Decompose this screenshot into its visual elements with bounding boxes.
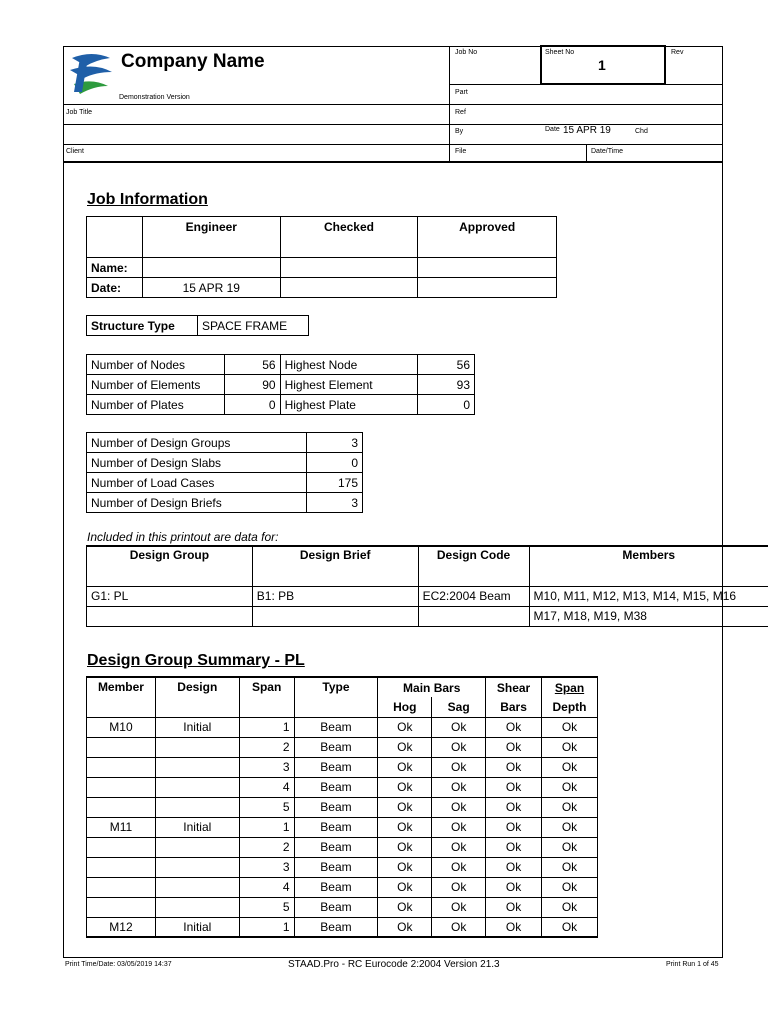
file-label: File <box>455 148 467 155</box>
sag-cell: Ok <box>432 717 486 737</box>
member-cell <box>87 837 156 857</box>
span-cell: 5 <box>239 897 294 917</box>
span-cell: 1 <box>239 917 294 937</box>
shear-bars-cell: Ok <box>486 917 542 937</box>
part-label: Part <box>455 89 468 96</box>
table-row <box>87 473 363 493</box>
shear-bars-cell: Ok <box>486 737 542 757</box>
type-cell: Beam <box>294 897 378 917</box>
span-depth-header <box>542 677 598 697</box>
type-cell: Beam <box>294 817 378 837</box>
hog-cell: Ok <box>378 777 432 797</box>
structure-type-table <box>86 315 309 336</box>
table-row <box>87 857 598 877</box>
design-count-label: Number of Design Briefs <box>87 493 307 513</box>
sag-cell: Ok <box>432 777 486 797</box>
shear-bars-cell: Ok <box>486 857 542 877</box>
company-logo-icon <box>66 50 116 100</box>
hog-cell: Ok <box>378 837 432 857</box>
engineer-date: 15 APR 19 <box>142 278 280 298</box>
span-depth-cell: Ok <box>542 917 598 937</box>
main-bars-header: Main Bars <box>378 677 486 697</box>
shear-header: Shear <box>486 677 542 697</box>
span-cell: 1 <box>239 817 294 837</box>
chd-label: Chd <box>635 128 648 135</box>
count-label: Highest Node <box>280 355 418 375</box>
table-row <box>87 897 598 917</box>
member-header: Member <box>87 677 156 717</box>
span-cell: 2 <box>239 837 294 857</box>
sag-cell: Ok <box>432 897 486 917</box>
design-count-value: 175 <box>307 473 363 493</box>
name-label: Name: <box>87 258 143 278</box>
shear-bars-cell: Ok <box>486 877 542 897</box>
member-cell <box>87 737 156 757</box>
demo-label: Demonstration Version <box>119 94 190 101</box>
design-count-value: 3 <box>307 493 363 513</box>
checked-header: Checked <box>280 217 418 258</box>
span-cell: 3 <box>239 757 294 777</box>
depth-header: Depth <box>542 697 598 717</box>
title-block <box>63 46 723 163</box>
type-cell: Beam <box>294 757 378 777</box>
blank-cell <box>87 217 143 258</box>
type-header: Type <box>294 677 378 717</box>
hog-cell: Ok <box>378 897 432 917</box>
design-count-value: 3 <box>307 433 363 453</box>
count-value: 93 <box>418 375 475 395</box>
hog-cell: Ok <box>378 857 432 877</box>
design-count-label: Number of Design Groups <box>87 433 307 453</box>
approved-name <box>418 258 557 278</box>
type-cell: Beam <box>294 737 378 757</box>
date-label: Date <box>545 126 560 133</box>
sag-cell: Ok <box>432 797 486 817</box>
hog-cell: Ok <box>378 877 432 897</box>
by-label: By <box>455 128 464 135</box>
table-row <box>87 737 598 757</box>
table-row <box>87 395 475 415</box>
model-counts-table <box>86 354 475 415</box>
table-row <box>87 717 598 737</box>
job-info-table <box>86 216 557 298</box>
span-cell: 4 <box>239 777 294 797</box>
sheet-number: 1 <box>598 57 606 73</box>
shear-bars-cell: Ok <box>486 757 542 777</box>
shear-bars-cell: Ok <box>486 897 542 917</box>
sag-cell: Ok <box>432 917 486 937</box>
count-label: Number of Nodes <box>87 355 225 375</box>
sag-cell: Ok <box>432 817 486 837</box>
design-cell <box>155 897 239 917</box>
table-row <box>87 586 768 606</box>
checked-date <box>280 278 418 298</box>
job-information-heading: Job Information <box>87 191 208 208</box>
member-cell: M12 <box>87 917 156 937</box>
table-row <box>87 757 598 777</box>
member-cell <box>87 877 156 897</box>
summary-table <box>86 676 598 938</box>
design-cell: Initial <box>155 817 239 837</box>
design-code-header: Design Code <box>418 546 529 586</box>
sag-cell: Ok <box>432 857 486 877</box>
span-depth-cell: Ok <box>542 797 598 817</box>
sag-cell: Ok <box>432 737 486 757</box>
print-time: Print Time/Date: 03/05/2019 14:37 <box>65 961 172 968</box>
design-cell <box>155 857 239 877</box>
design-counts-table <box>86 432 363 513</box>
member-cell: M11 <box>87 817 156 837</box>
shear-bars-cell: Ok <box>486 837 542 857</box>
span-header: Span <box>239 677 294 717</box>
summary-heading: Design Group Summary - PL <box>87 652 305 669</box>
sheet-no-label: Sheet No <box>545 49 575 56</box>
design-cell <box>155 797 239 817</box>
table-row <box>87 817 598 837</box>
divider <box>586 144 587 163</box>
sag-cell: Ok <box>432 877 486 897</box>
members-cell: M10, M11, M12, M13, M14, M15, M16 <box>529 586 768 606</box>
type-cell: Beam <box>294 797 378 817</box>
member-cell <box>87 757 156 777</box>
members-header: Members <box>529 546 768 586</box>
count-value: 56 <box>224 355 280 375</box>
table-row <box>87 837 598 857</box>
design-cell <box>155 837 239 857</box>
members-cell: M17, M18, M19, M38 <box>529 606 768 626</box>
type-cell: Beam <box>294 717 378 737</box>
engineer-header: Engineer <box>142 217 280 258</box>
design-header: Design <box>155 677 239 717</box>
date-row-label: Date: <box>87 278 143 298</box>
count-value: 56 <box>418 355 475 375</box>
span-depth-cell: Ok <box>542 877 598 897</box>
sag-header: Sag <box>432 697 486 717</box>
design-cell <box>155 757 239 777</box>
shear-bars-cell: Ok <box>486 817 542 837</box>
member-cell <box>87 897 156 917</box>
design-brief-cell: B1: PB <box>252 586 418 606</box>
span-depth-cell: Ok <box>542 757 598 777</box>
span-cell: 4 <box>239 877 294 897</box>
design-group-cell <box>87 606 253 626</box>
span-cell: 1 <box>239 717 294 737</box>
rev-label: Rev <box>671 49 684 56</box>
print-run: Print Run 1 of 45 <box>666 961 719 968</box>
span-cell: 5 <box>239 797 294 817</box>
divider <box>63 144 723 145</box>
design-brief-cell <box>252 606 418 626</box>
span-depth-cell: Ok <box>542 737 598 757</box>
bars-header: Bars <box>486 697 542 717</box>
hog-cell: Ok <box>378 737 432 757</box>
span-cell: 2 <box>239 737 294 757</box>
divider <box>63 104 723 105</box>
count-label: Number of Plates <box>87 395 225 415</box>
table-row <box>87 453 363 473</box>
engineer-name <box>142 258 280 278</box>
divider <box>63 124 723 125</box>
design-cell <box>155 737 239 757</box>
job-no-label: Job No <box>455 49 478 56</box>
span-depth-cell: Ok <box>542 777 598 797</box>
type-cell: Beam <box>294 837 378 857</box>
included-table <box>86 545 768 627</box>
ref-label: Ref <box>455 109 466 116</box>
member-cell <box>87 797 156 817</box>
structure-type-label: Structure Type <box>87 316 198 336</box>
count-label: Number of Elements <box>87 375 225 395</box>
design-brief-header: Design Brief <box>252 546 418 586</box>
span-depth-cell: Ok <box>542 857 598 877</box>
hog-cell: Ok <box>378 757 432 777</box>
table-row <box>87 493 363 513</box>
table-row <box>87 917 598 937</box>
company-name: Company Name <box>121 51 265 72</box>
hog-cell: Ok <box>378 917 432 937</box>
span-depth-cell: Ok <box>542 817 598 837</box>
type-cell: Beam <box>294 857 378 877</box>
datetime-label: Date/Time <box>591 148 624 155</box>
hog-cell: Ok <box>378 797 432 817</box>
table-row <box>87 355 475 375</box>
design-cell <box>155 777 239 797</box>
type-cell: Beam <box>294 877 378 897</box>
count-value: 0 <box>418 395 475 415</box>
span-depth-cell: Ok <box>542 717 598 737</box>
design-count-value: 0 <box>307 453 363 473</box>
design-cell: Initial <box>155 717 239 737</box>
approved-date <box>418 278 557 298</box>
software-version: STAAD.Pro - RC Eurocode 2:2004 Version 21.3 <box>288 959 500 970</box>
count-value: 90 <box>224 375 280 395</box>
design-count-label: Number of Design Slabs <box>87 453 307 473</box>
checked-name <box>280 258 418 278</box>
summary-body <box>87 717 598 937</box>
shear-bars-cell: Ok <box>486 797 542 817</box>
design-code-cell <box>418 606 529 626</box>
hog-header: Hog <box>378 697 432 717</box>
approved-header: Approved <box>418 217 557 258</box>
count-label: Highest Element <box>280 375 418 395</box>
table-row <box>87 606 768 626</box>
design-group-header: Design Group <box>87 546 253 586</box>
type-cell: Beam <box>294 917 378 937</box>
count-value: 0 <box>224 395 280 415</box>
type-cell: Beam <box>294 777 378 797</box>
date-value: 15 APR 19 <box>563 125 611 136</box>
member-cell <box>87 857 156 877</box>
sag-cell: Ok <box>432 837 486 857</box>
client-label: Client <box>66 148 84 155</box>
structure-type-value: SPACE FRAME <box>198 316 309 336</box>
table-row <box>87 375 475 395</box>
design-count-label: Number of Load Cases <box>87 473 307 493</box>
table-row <box>87 433 363 453</box>
sag-cell: Ok <box>432 757 486 777</box>
member-cell: M10 <box>87 717 156 737</box>
design-group-cell: G1: PL <box>87 586 253 606</box>
hog-cell: Ok <box>378 717 432 737</box>
table-row <box>87 877 598 897</box>
included-note: Included in this printout are data for: <box>87 530 279 544</box>
table-row <box>87 777 598 797</box>
design-cell: Initial <box>155 917 239 937</box>
job-title-label: Job Title <box>66 109 93 116</box>
design-code-cell: EC2:2004 Beam <box>418 586 529 606</box>
design-cell <box>155 877 239 897</box>
shear-bars-cell: Ok <box>486 777 542 797</box>
shear-bars-cell: Ok <box>486 717 542 737</box>
span-depth-cell: Ok <box>542 837 598 857</box>
table-row <box>87 797 598 817</box>
count-label: Highest Plate <box>280 395 418 415</box>
hog-cell: Ok <box>378 817 432 837</box>
span-depth-cell: Ok <box>542 897 598 917</box>
span-cell: 3 <box>239 857 294 877</box>
member-cell <box>87 777 156 797</box>
span-numerator: Span <box>554 680 585 695</box>
